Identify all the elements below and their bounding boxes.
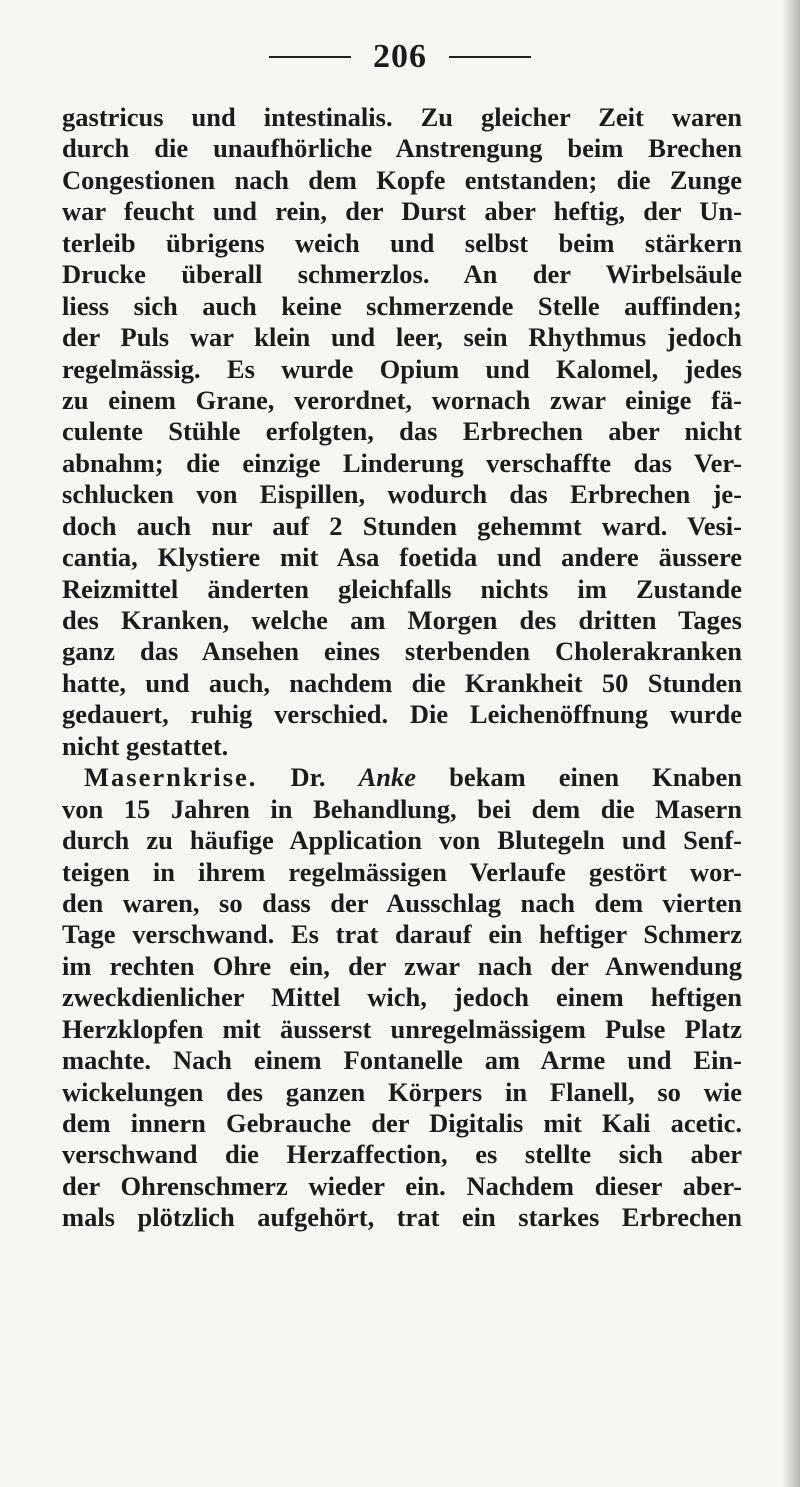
page-edge-shadow: [782, 0, 800, 1487]
text-line: gastricus und intestinalis. Zu gleicher Zeit waren: [62, 102, 742, 132]
text-line: cantia, Klystiere mit Asa foetida und andere äussere: [62, 542, 742, 573]
text-line: der Puls war klein und leer, sein Rhythmus jedoch: [62, 322, 742, 353]
body-text: [62, 102, 742, 1234]
text-line: verschwand die Herzaffection, es stellte sich aber: [62, 1139, 742, 1170]
text-line: Herzklopfen mit äusserst unregelmässigem Pulse Platz: [62, 1013, 742, 1044]
text-line: der Ohrenschmerz wieder ein. Nachdem dieser aber-: [62, 1170, 742, 1201]
text-line: im rechten Ohre ein, der zwar nach der Anwendung: [62, 950, 742, 981]
text-line: zu einem Grane, verordnet, wornach zwar einige fä-: [62, 384, 742, 415]
text-line: wickelungen des ganzen Körpers in Flanell, so wie: [62, 1076, 742, 1107]
page-header: [0, 38, 800, 76]
text-line: durch die unaufhörliche Anstrengung beim Brechen: [62, 133, 742, 164]
text-line: terleib übrigens weich und selbst beim stärkern: [62, 227, 742, 258]
text-line: ganz das Ansehen eines sterbenden Cholerakranken: [62, 636, 742, 667]
text-line: war feucht und rein, der Durst aber heftig, der Un-: [62, 196, 742, 227]
text-line: schlucken von Eispillen, wodurch das Erbrechen je-: [62, 479, 742, 510]
author-name: Anke: [358, 762, 417, 793]
text-line: regelmässig. Es wurde Opium und Kalomel, jedes: [62, 353, 742, 384]
text-line: culente Stühle erfolgten, das Erbrechen aber nicht: [62, 416, 742, 447]
text-line: durch zu häufige Application von Blutegeln und Senf-: [62, 825, 742, 856]
section-heading: Masernkrise.: [84, 762, 258, 793]
text-line: liess sich auch keine schmerzende Stelle auffinden;: [62, 290, 742, 321]
text-line: abnahm; die einzige Linderung verschaffte das Ver-: [62, 447, 742, 478]
text-line: Drucke überall schmerzlos. An der Wirbelsäule: [62, 259, 742, 290]
text-line: gedauert, ruhig verschied. Die Leichenöffnung wurde: [62, 699, 742, 730]
text-line: machte. Nach einem Fontanelle am Arme und Ein-: [62, 1045, 742, 1076]
text-line: zweckdienlicher Mittel wich, jedoch einem heftigen: [62, 982, 742, 1013]
text-line: doch auch nur auf 2 Stunden gehemmt ward. Vesi-: [62, 510, 742, 541]
text-line: Tage verschwand. Es trat darauf ein heftiger Schmerz: [62, 919, 742, 950]
text-line: Reizmittel änderten gleichfalls nichts im Zustande: [62, 573, 742, 604]
text-line: hatte, und auch, nachdem die Krankheit 50 Stunden: [62, 667, 742, 698]
title-dr: Dr.: [290, 762, 326, 793]
page-number: 206: [373, 38, 427, 75]
text-line: nicht gestattet.: [62, 730, 229, 761]
header-rule-left: [269, 56, 351, 58]
text-line: den waren, so dass der Ausschlag nach dem vierten: [62, 887, 742, 918]
text-line: von 15 Jahren in Behandlung, bei dem die Masern: [62, 793, 742, 824]
first-line-rest: bekam einen Knaben: [449, 762, 743, 793]
text-line: dem innern Gebrauche der Digitalis mit Kali acetic.: [62, 1108, 742, 1138]
paragraph-first-line: [62, 762, 742, 793]
text-line: teigen in ihrem regelmässigen Verlaufe gestört wor-: [62, 856, 742, 887]
text-line: Congestionen nach dem Kopfe entstanden; die Zunge: [62, 164, 742, 195]
text-line: mals plötzlich aufgehört, trat ein starkes Erbrechen: [62, 1202, 742, 1233]
text-line: des Kranken, welche am Morgen des dritten Tages: [62, 605, 742, 635]
header-rule-right: [449, 56, 531, 58]
